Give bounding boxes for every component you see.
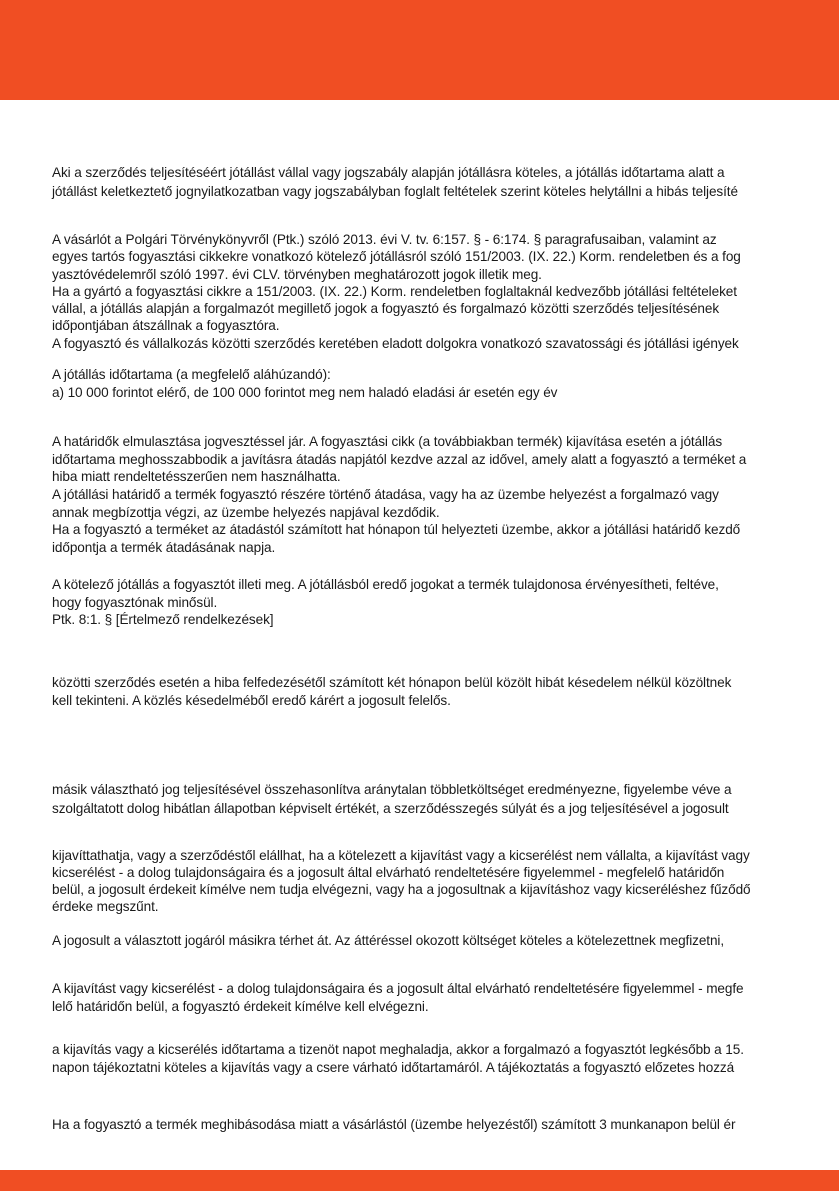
text-line: egyes tartós fogyasztási cikkekre vonatkozó kötelező jótállásról szóló 151/2003. (IX. 22.) Korm. rendeletben és a fog — [52, 249, 741, 265]
text-line: Aki a szerződés teljesítéséért jótállást vállal vagy jogszabály alapján jótállásra köteles, a jótállás időtartama alatt a — [52, 165, 725, 180]
text-line: hogy fogyasztónak minősül. — [52, 594, 218, 610]
paragraph — [52, 231, 812, 352]
text-line: vállal, a jótállás alapján a forgalmazót megillető jogok a fogyasztó és forgalmazó közötti szerződés teljesítésének — [52, 301, 720, 317]
paragraph — [52, 1116, 812, 1134]
text-line: szolgáltatott dolog hibátlan állapotban képviselt értékét, a szerződésszegés súlyát és a jog teljesítésével a jogosult — [52, 801, 729, 816]
text-line: A határidők elmulasztása jogvesztéssel jár. A fogyasztási cikk (a továbbiakban termék) kijavítása esetén a jótállás — [52, 434, 723, 449]
text-line: A fogyasztó és vállalkozás közötti szerződés keretében eladott dolgokra vonatkozó szavatossági és jótállási igények — [52, 335, 739, 351]
text-line: annak megbízottja végzi, az üzembe helyezés napjával kezdődik. — [52, 504, 440, 520]
text-line: Ptk. 8:1. § [Értelmező rendelkezések] — [52, 612, 274, 627]
text-line: kijavíttathatja, vagy a szerződéstől elállhat, ha a kötelezett a kijavítást vagy a kicserélést nem vállalta, a kijavítást vagy — [52, 848, 750, 863]
text-line: a) 10 000 forintot elérő, de 100 000 forintot meg nem haladó eladási ár esetén egy év — [52, 385, 558, 400]
text-line: A kijavítást vagy kicserélést - a dolog tulajdonságaira és a jogosult által elvárható rendeltetésére figyelemmel - megfe — [52, 981, 744, 996]
text-line: yasztóvédelemről szóló 1997. évi CLV. törvényben meghatározott jogok illetik meg. — [52, 266, 542, 282]
text-line: A jótállási határidő a termék fogyasztó részére történő átadása, vagy ha az üzembe helyezést a forgalmazó vagy — [52, 487, 719, 503]
text-line: érdeke megszűnt. — [52, 899, 159, 914]
text-line: időpontja a termék átadásának napja. — [52, 540, 276, 556]
text-line: Ha a fogyasztó a termék meghibásodása miatt a vásárlástól (üzembe helyezéstől) számított 3 munkanapon belül ér — [52, 1117, 736, 1132]
paragraph — [52, 576, 812, 629]
paragraph — [52, 163, 812, 201]
text-line: A jótállás időtartama (a megfelelő aláhúzandó): — [52, 367, 331, 382]
text-line: Ha a fogyasztó a terméket az átadástól számított hat hónapon túl helyezteti üzembe, akkor a jótállási határidő kezdő — [52, 522, 741, 538]
text-line: hiba miatt rendeltetésszerűen nem használhatta. — [52, 469, 341, 485]
text-line: kicserélést - a dolog tulajdonságaira és a jogosult által elvárható rendeltetésére figyelemmel - megfelelő határidőn — [52, 865, 725, 880]
paragraph — [52, 674, 812, 710]
text-line: A jogosult a választott jogáról másikra térhet át. Az áttéréssel okozott költséget köteles a kötelezettnek megfizetni, — [52, 933, 725, 948]
header-band — [0, 0, 839, 100]
paragraph — [52, 433, 812, 557]
text-line: a kijavítás vagy a kicserélés időtartama a tizenöt napot meghaladja, akkor a forgalmazó a fogyasztót legkésőbb a 15. — [52, 1042, 744, 1057]
paragraph — [52, 847, 812, 915]
paragraph — [52, 980, 812, 1016]
footer-band — [0, 1170, 839, 1191]
paragraph — [52, 932, 812, 950]
paragraph — [52, 1041, 812, 1077]
text-line: A kötelező jótállás a fogyasztót illeti meg. A jótállásból eredő jogokat a termék tulajdonosa érvényesítheti, feltéve, — [52, 577, 719, 592]
text-line: napon tájékoztatni köteles a kijavítás vagy a csere várható időtartamáról. A tájékoztatás a fogyasztó előzetes hozzá — [52, 1060, 735, 1075]
text-line: kell tekinteni. A közlés késedelméből eredő kárért a jogosult felelős. — [52, 693, 451, 708]
text-line: másik választható jog teljesítésével összehasonlítva aránytalan többletköltséget eredményezne, figyelembe véve a — [52, 782, 732, 797]
text-line: A vásárlót a Polgári Törvénykönyvről (Ptk.) szóló 2013. évi V. tv. 6:157. § - 6:174. § paragrafusaiban, valamint az — [52, 232, 717, 247]
text-line: időtartama meghosszabbodik a javításra átadás napjától kezdve azzal az idővel, amely alatt a fogyasztó a terméket a — [52, 451, 747, 467]
text-line: lelő határidőn belül, a fogyasztó érdekeit kímélve kell elvégezni. — [52, 999, 429, 1014]
text-line: Ha a gyártó a fogyasztási cikkre a 151/2003. (IX. 22.) Korm. rendeletben foglaltaknál kedvezőbb jótállási feltételeket — [52, 283, 737, 299]
text-line: belül, a jogosult érdekeit kímélve nem tudja elvégezni, vagy ha a jogosultnak a kijavításhoz vagy kicseréléshez fűződő — [52, 882, 751, 897]
text-line: közötti szerződés esetén a hiba felfedezésétől számított két hónapon belül közölt hibát késedelem nélkül közöltnek — [52, 675, 732, 690]
text-line: jótállást keletkeztető jognyilatkozatban vagy jogszabályban foglalt feltételek szerint köteles helytállni a hibás teljesíté — [52, 184, 738, 199]
text-line: időpontjában átszállnak a fogyasztóra. — [52, 318, 280, 334]
paragraph — [52, 366, 812, 402]
paragraph — [52, 780, 812, 818]
